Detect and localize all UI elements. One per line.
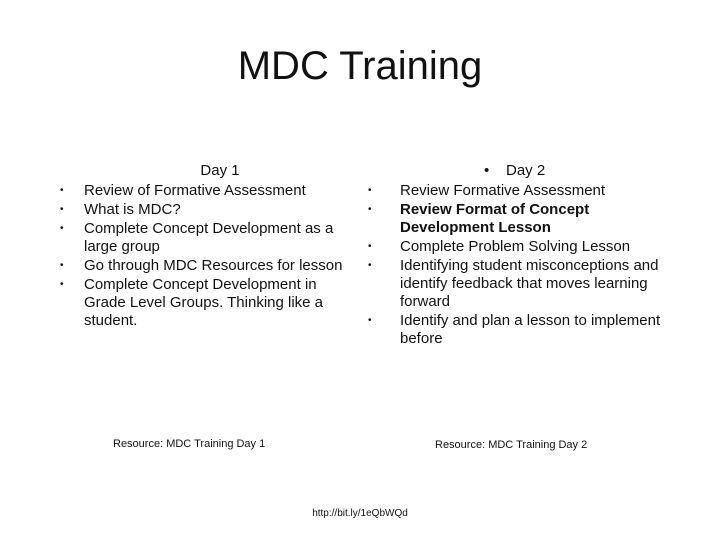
- list-item: • Identifying student misconceptions and identify feedback that moves learning forward: [368, 257, 659, 310]
- list-item: • Review Format of Concept Development Lesson: [368, 201, 590, 236]
- bullet-icon: •: [60, 223, 64, 234]
- day2-resource: Resource: MDC Training Day 2: [435, 439, 588, 451]
- day1-list: [56, 182, 356, 330]
- bullet-icon: •: [368, 204, 372, 215]
- day2-list: [366, 182, 666, 348]
- list-item: • Complete Problem Solving Lesson: [368, 238, 631, 255]
- day1-heading: Day 1: [200, 162, 240, 179]
- bullet-icon: •: [60, 185, 64, 196]
- bullet-icon: •: [60, 260, 64, 271]
- bullet-icon: •: [368, 241, 372, 252]
- slide-title: MDC Training: [237, 44, 483, 88]
- bullet-icon: •: [368, 260, 372, 271]
- day2-heading: • Day 2: [484, 162, 546, 179]
- list-item: • Complete Concept Development in Grade Level Groups. Thinking like a student.: [60, 276, 324, 329]
- bullet-icon: •: [484, 162, 490, 179]
- day1-resource: Resource: MDC Training Day 1: [113, 438, 266, 450]
- bullet-icon: •: [60, 279, 64, 290]
- bullet-icon: •: [368, 185, 372, 196]
- resource-url-link[interactable]: http://bit.ly/1eQbWQd: [312, 508, 408, 519]
- day2-column: [366, 162, 666, 349]
- list-item: • Go through MDC Resources for lesson: [60, 257, 343, 274]
- list-item: • Review of Formative Assessment: [60, 182, 306, 199]
- bullet-icon: •: [368, 315, 372, 326]
- list-item: • Complete Concept Development as a large group: [60, 220, 334, 255]
- list-item: • What is MDC?: [60, 201, 181, 218]
- list-item: • Identify and plan a lesson to implement before: [368, 312, 661, 347]
- list-item: • Review Formative Assessment: [368, 182, 606, 199]
- day1-column: [56, 162, 356, 331]
- bullet-icon: •: [60, 204, 64, 215]
